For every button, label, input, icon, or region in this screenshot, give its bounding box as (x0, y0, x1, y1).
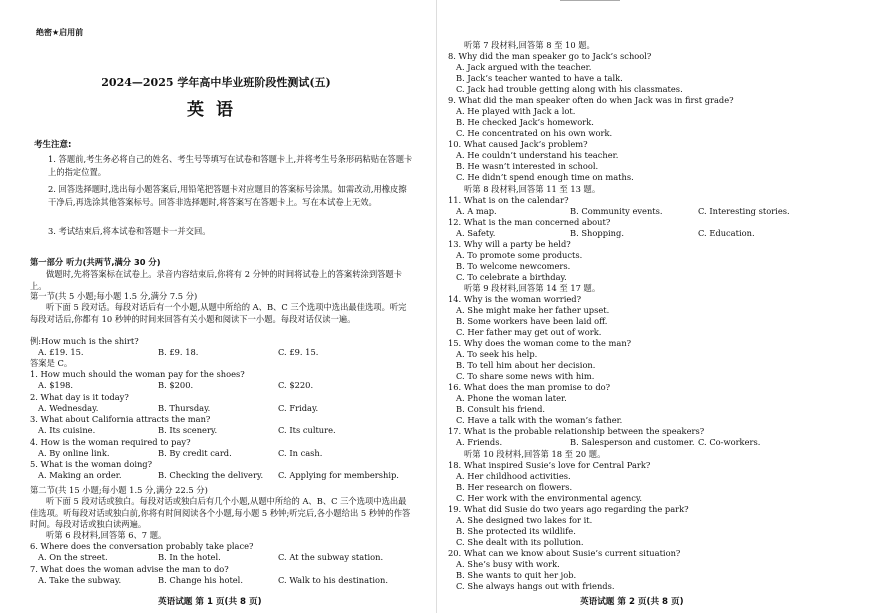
option-text: C. She always hangs out with friends. (456, 581, 615, 591)
option-a: A. Its cuisine. (38, 425, 96, 435)
right-page (440, 0, 870, 613)
section-instruction: 听第 9 段材料,回答第 14 至 17 题。 (464, 282, 601, 293)
option-a: A. $198. (38, 380, 74, 390)
question-text: 7. What does the woman advise the man to do? (30, 563, 229, 574)
option-text: C. Jack had trouble getting along with his classmates. (456, 84, 683, 95)
subject-title: 英语 (187, 100, 245, 120)
option-text: C. He concentrated on his own work. (456, 128, 613, 139)
question-text: 1. How much should the woman pay for the shoes? (30, 369, 245, 379)
section2-heading: 第二节(共 15 小题;每小题 1.5 分,满分 22.5 分) (30, 485, 208, 495)
part1-heading: 第一部分 听力(共两节,满分 30 分) (30, 257, 161, 267)
option-text: A. Jack argued with the teacher. (456, 62, 592, 73)
option-text: A. Phone the woman later. (456, 393, 567, 404)
part1-intro: 做题时,先将答案标在试卷上。录音内容结束后,你将有 2 分钟的时间将试卷上的答案转涂到答题卡上。 (30, 269, 403, 291)
option-text: A. A map. (456, 205, 497, 216)
question-text: 5. What is the woman doing? (30, 459, 153, 469)
option-text: B. Consult his friend. (456, 404, 546, 415)
option-text: B. She protected its wildlife. (456, 525, 576, 536)
example-option-b: B. £9. 18. (158, 347, 199, 357)
question-text: 14. Why is the woman worried? (448, 293, 582, 304)
option-text: A. He couldn’t understand his teacher. (456, 150, 619, 161)
option-text: B. Jack’s teacher wanted to have a talk. (456, 73, 623, 84)
option-c: C. Friday. (278, 402, 319, 413)
question-text: 11. What is on the calendar? (448, 194, 569, 205)
example-question: 例:How much is the shirt? (30, 336, 139, 346)
option-a: A. Making an order. (38, 470, 122, 480)
question-text: 9. What did the man speaker often do when Jack was in first grade? (448, 95, 734, 106)
option-text: B. He wasn’t interested in school. (456, 161, 599, 172)
section-instruction: 听第 10 段材料,回答第 18 至 20 题。 (464, 448, 606, 459)
option-b: B. Thursday. (158, 402, 211, 413)
option-text: C. He didn’t spend enough time on maths. (456, 172, 634, 183)
example-option-a: A. £19. 15. (38, 347, 84, 357)
option-b: B. Its scenery. (158, 425, 218, 435)
page-divider (436, 0, 437, 613)
option-text: B. To welcome newcomers. (456, 260, 571, 271)
question-text: 10. What caused Jack’s problem? (448, 139, 588, 150)
option-text: B. She wants to quit her job. (456, 569, 577, 580)
exam-title: 2024—2025 学年高中毕业班阶段性测试(五) (101, 76, 331, 89)
option-text: A. She’s busy with work. (456, 558, 560, 569)
right-footer: 英语试题 第 2 页(共 8 页) (580, 597, 684, 607)
option-text: C. To share some news with him. (456, 371, 595, 382)
option-b: B. In the hotel. (158, 552, 221, 562)
question-text: 6. Where does the conversation probably take place? (30, 541, 254, 551)
option-c: C. Applying for membership. (278, 470, 399, 480)
question-text: 4. How is the woman required to pay? (30, 436, 191, 447)
q6-7-intro: 听第 6 段材料,回答第 6、7 题。 (46, 530, 167, 540)
option-text: C. Her work with the environmental agency. (456, 492, 643, 503)
question-text: 16. What does the man promise to do? (448, 382, 611, 393)
option-text: A. She might make her father upset. (456, 304, 610, 315)
section-instruction: 听第 8 段材料,回答第 11 至 13 题。 (464, 183, 601, 194)
option-a: A. Take the subway. (38, 574, 122, 585)
option-c: C. Co-workers. (698, 437, 761, 448)
option-text: B. He checked Jack’s homework. (456, 117, 594, 128)
option-b: B. Checking the delivery. (158, 470, 264, 480)
option-b: B. Community events. (570, 205, 663, 216)
option-b: B. $200. (158, 380, 194, 390)
question-text: 20. What can we know about Susie’s current situation? (448, 547, 681, 558)
option-text: C. Have a talk with the woman’s father. (456, 415, 623, 426)
option-a: A. Wednesday. (38, 402, 99, 413)
question-text: 15. Why does the woman come to the man? (448, 338, 632, 349)
option-text: A. To seek his help. (456, 349, 538, 360)
question-text: 19. What did Susie do two years ago regarding the park? (448, 503, 689, 514)
notice-item-3: 3. 考试结束后,将本试卷和答题卡一并交回。 (48, 226, 211, 236)
question-text: 17. What is the probable relationship between the speakers? (448, 426, 705, 437)
option-b: B. Change his hotel. (158, 574, 243, 585)
question-text: 2. What day is it today? (30, 391, 129, 402)
option-c: C. Education. (698, 227, 755, 238)
option-text: C. Her father may get out of work. (456, 327, 602, 338)
question-text: 3. What about California attracts the man? (30, 414, 211, 424)
option-text: C. To celebrate a birthday. (456, 271, 567, 282)
option-text: C. She dealt with its pollution. (456, 536, 584, 547)
question-text: 18. What inspired Susie’s love for Central Park? (448, 459, 651, 470)
option-b: B. By credit card. (158, 447, 232, 458)
section2-intro: 听下面 5 段对话或独白。每段对话或独白后有几个小题,从题中所给的 A、B、C 三个选项中选出最佳选项。听每段对话或独白前,你将有时间阅读各个小题,每小题 5 秒钟;听完后,各小题给出 5 秒钟的作答时间。每段对话或独白读两遍。 (30, 496, 411, 529)
question-text: 13. Why will a party be held? (448, 238, 571, 249)
option-b: B. Shopping. (570, 227, 624, 238)
notice-heading: 考生注意: (34, 140, 72, 150)
option-text: A. Friends. (456, 437, 503, 448)
example-option-c: C. £9. 15. (278, 347, 319, 357)
section1-intro: 听下面 5 段对话。每段对话后有一个小题,从题中所给的 A、B、C 三个选项中选出最佳选项。听完每段对话后,你都有 10 秒钟的时间来回答有关小题和阅读下一小题。每段对话仅读一遍。 (30, 302, 407, 324)
option-text: A. Her childhood activities. (456, 470, 571, 481)
option-c: C. Interesting stories. (698, 205, 790, 216)
option-text: A. To promote some products. (456, 249, 583, 260)
option-c: C. Its culture. (278, 425, 336, 435)
example-answer: 答案是 C。 (30, 358, 73, 368)
left-footer: 英语试题 第 1 页(共 8 页) (158, 597, 262, 607)
option-text: B. Some workers have been laid off. (456, 316, 608, 327)
option-a: A. On the street. (38, 552, 108, 562)
question-text: 8. Why did the man speaker go to Jack’s school? (448, 51, 652, 62)
option-c: C. In cash. (278, 447, 323, 458)
section1-heading: 第一节(共 5 小题;每小题 1.5 分,满分 7.5 分) (30, 291, 198, 301)
section-instruction: 听第 7 段材料,回答第 8 至 10 题。 (464, 40, 595, 50)
notice-item-2: 2. 回答选择题时,选出每小题答案后,用铅笔把答题卡对应题目的答案标号涂黑。如需改动,用橡皮擦干净后,再选涂其他答案标号。回答非选择题时,将答案写在答题卡上。写在本试卷上无效。 (48, 184, 407, 207)
option-text: A. She designed two lakes for it. (456, 514, 593, 525)
question-text: 12. What is the man concerned about? (448, 216, 611, 227)
option-text: B. To tell him about her decision. (456, 360, 596, 371)
option-text: A. Safety. (456, 227, 496, 238)
option-b: B. Salesperson and customer. (570, 437, 695, 448)
notice-item-1: 1. 答题前,考生务必将自己的姓名、考生号等填写在试卷和答题卡上,并将考生号条形码粘贴在答题卡上的指定位置。 (48, 154, 413, 177)
option-a: A. By online link. (38, 447, 110, 458)
option-text: A. He played with Jack a lot. (456, 106, 576, 117)
option-c: C. $220. (278, 380, 314, 390)
confidential-label: 绝密★启用前 (36, 28, 84, 37)
option-text: B. Her research on flowers. (456, 481, 573, 492)
option-c: C. Walk to his destination. (278, 574, 388, 585)
option-c: C. At the subway station. (278, 552, 384, 562)
left-page (0, 0, 432, 613)
